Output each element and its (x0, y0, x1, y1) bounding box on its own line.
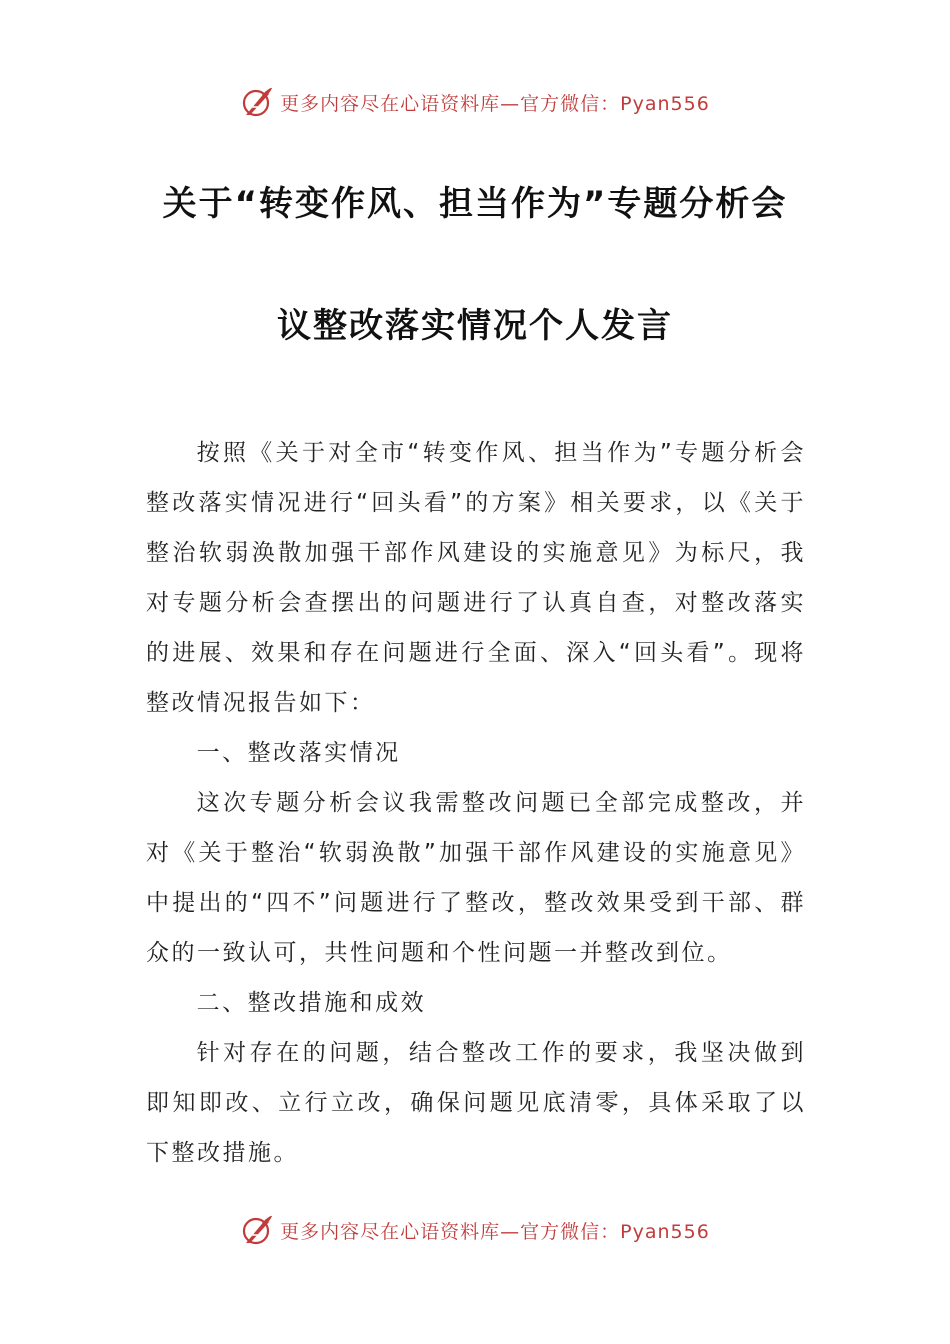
document-title-line-2: 议整改落实情况个人发言 (277, 306, 673, 346)
section-heading-2: 二、整改措施和成效 (196, 990, 427, 1016)
watermark-text: 更多内容尽在心语资料库—官方微信：Pyan556 (280, 92, 710, 115)
header-watermark-banner (0, 82, 950, 122)
document-body (146, 428, 806, 1178)
paragraph-section-1: 这次专题分析会议我需整改问题已全部完成整改，并对《关于整治“软弱涣散”加强干部作风建设的实施意见》中提出的“四不”问题进行了整改，整改效果受到干部、群众的一致认可，共性问题和个性问题一并整改到位。 (146, 790, 806, 966)
paragraph-section-2: 针对存在的问题，结合整改工作的要求，我坚决做到即知即改、立行立改，确保问题见底清零，具体采取了以下整改措施。 (146, 1040, 806, 1166)
footer-watermark-banner (0, 1210, 950, 1250)
quill-pen-circle-icon (240, 85, 274, 119)
quill-pen-circle-icon (240, 1213, 274, 1247)
document-title-line-1: 关于“转变作风、担当作为”专题分析会 (162, 184, 788, 224)
watermark-text: 更多内容尽在心语资料库—官方微信：Pyan556 (280, 1220, 710, 1243)
section-heading-1: 一、整改落实情况 (196, 740, 401, 766)
paragraph-intro: 按照《关于对全市“转变作风、担当作为”专题分析会整改落实情况进行“回头看”的方案》相关要求，以《关于整治软弱涣散加强干部作风建设的实施意见》为标尺，我对专题分析会查摆出的问题进行了认真自查，对整改落实的进展、效果和存在问题进行全面、深入“回头看”。现将整改情况报告如下： (146, 440, 806, 716)
